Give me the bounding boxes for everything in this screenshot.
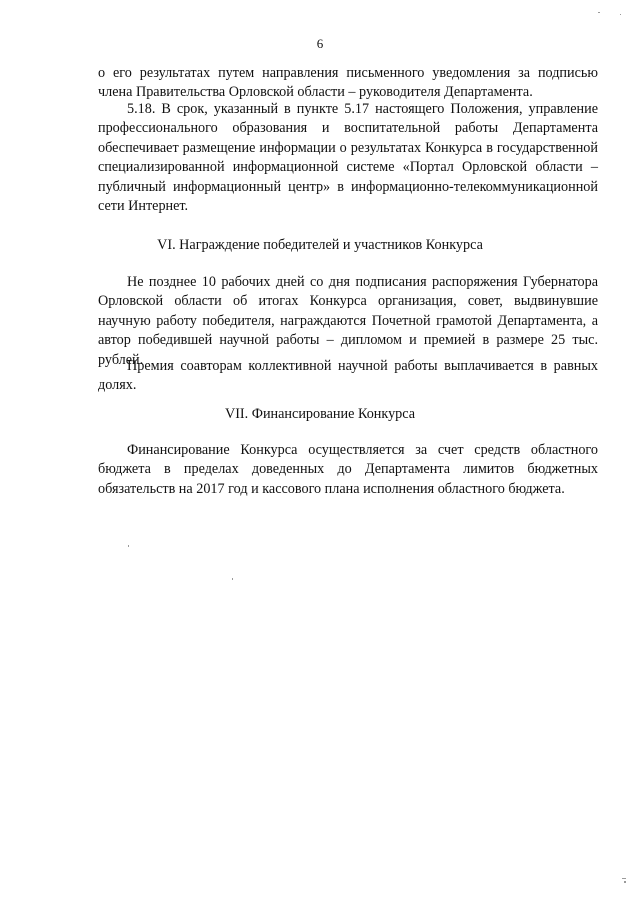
page-number: 6	[316, 36, 324, 51]
paragraph-text: о его результатах путем направления письменного уведомления за подписью члена Правительства Орловской области – руководителя Департамента.	[98, 65, 598, 101]
paragraph-continuation	[98, 64, 598, 103]
scan-speck	[624, 881, 626, 883]
section-heading-vii: VII. Финансирование Конкурса	[224, 406, 416, 422]
paragraph-text: Не позднее 10 рабочих дней со дня подписания распоряжения Губернатора Орловской области об итогах Конкурса организация, совет, выдвинувшие научную работу победителя, награждаются Почетной грамотой Департамента, а автор победившей научной работы – дипломом и премией в размере 25 тыс. рублей.	[98, 274, 598, 368]
scan-speck	[232, 578, 233, 580]
section-vii-paragraph-1	[98, 441, 598, 499]
scan-speck	[620, 14, 621, 15]
paragraph-text: 5.18. В срок, указанный в пункте 5.17 настоящего Положения, управление профессионального образования и воспитательной работы Департамента обеспечивает размещение информации о результатах Конкурса в государственной специализированной информационной системе «Портал Орловской области – публичный информационный центр» в информационно-телекоммуникационной сети Интернет.	[98, 101, 598, 215]
paragraph-text: Премия соавторам коллективной научной работы выплачивается в равных долях.	[98, 358, 598, 394]
section-vi-paragraph-1	[98, 273, 598, 370]
paragraph-5-18	[98, 100, 598, 216]
section-heading-vi: VI. Награждение победителей и участников Конкурса	[157, 237, 483, 253]
scan-speck	[598, 12, 600, 13]
paragraph-text: Финансирование Конкурса осуществляется за счет средств областного бюджета в пределах доведенных до Департамента лимитов бюджетных обязательств на 2017 год и кассового плана исполнения областного бюджета.	[98, 442, 598, 497]
section-vi-paragraph-2	[98, 357, 598, 396]
scan-speck	[622, 878, 626, 879]
scan-speck	[128, 545, 129, 547]
